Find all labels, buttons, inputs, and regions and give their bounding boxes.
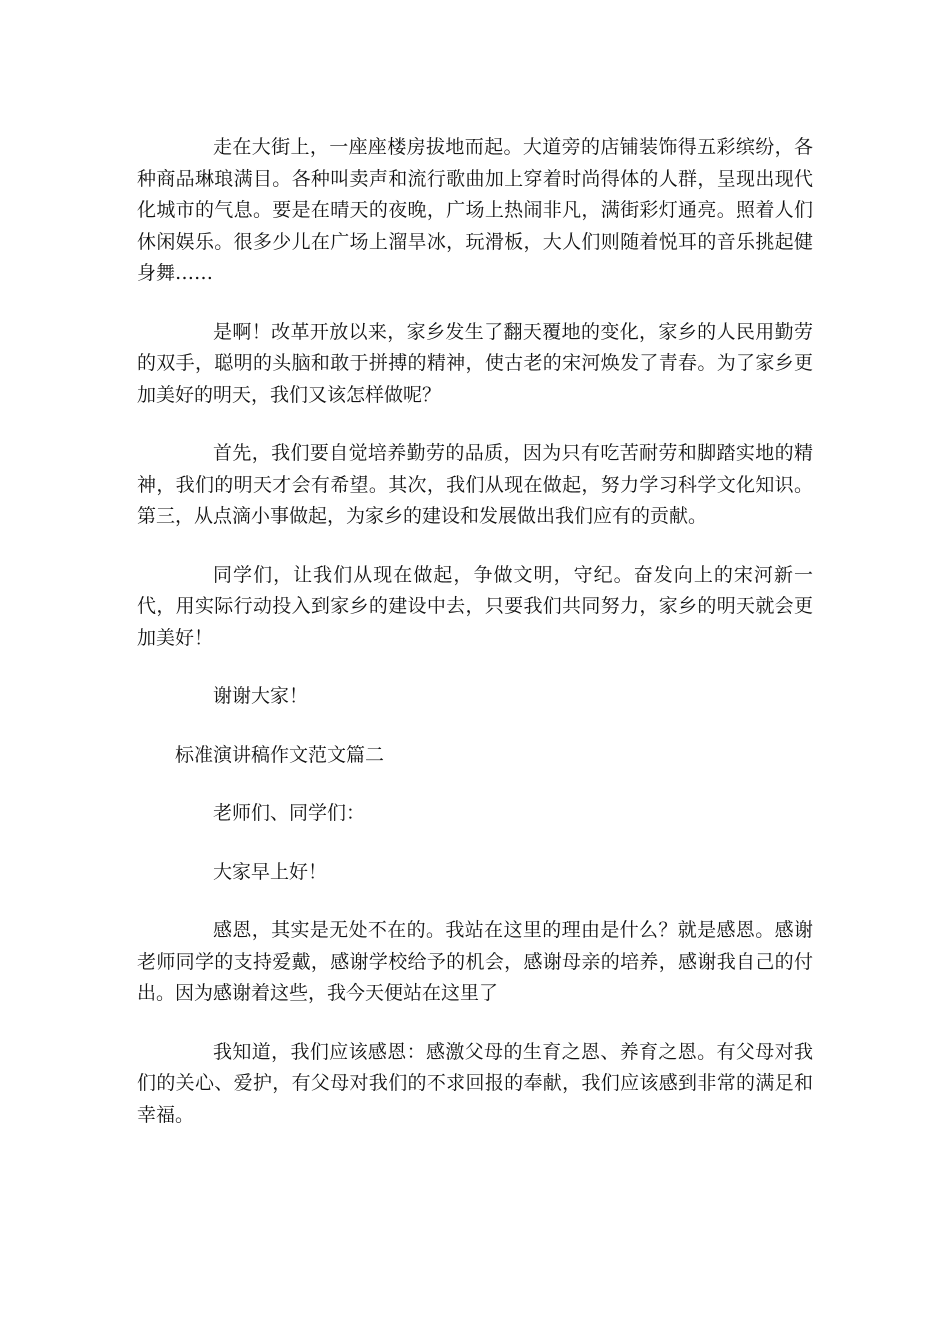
paragraph-city-street: 走在大街上，一座座楼房拔地而起。大道旁的店铺装饰得五彩缤纷，各种商品琳琅满目。各种叫卖声和流行歌曲加上穿着时尚得体的人群，呈现出现代化城市的气息。要是在晴天的夜晚，广场上热闹非凡，满街彩灯通亮。照着人们休闲娱乐。很多少儿在广场上溜旱冰，玩滑板，大人们则随着悦耳的音乐挑起健身舞…… xyxy=(137,136,813,284)
paragraph-greeting: 大家早上好！ xyxy=(213,860,328,883)
document-body xyxy=(137,132,813,1158)
paragraph-first-second-third: 首先，我们要自觉培养勤劳的品质，因为只有吃苦耐劳和脚踏实地的精神，我们的明天才会有希望。其次，我们从现在做起，努力学习科学文化知识。第三，从点滴小事做起，为家乡的建设和发展做出我们应有的贡献。 xyxy=(137,442,813,527)
section-title: 标准演讲稿作文范文篇二 xyxy=(175,743,385,766)
paragraph-reform-change: 是啊！改革开放以来，家乡发生了翻天覆地的变化，家乡的人民用勤劳的双手，聪明的头脑和敢于拼搏的精神，使古老的宋河焕发了青春。为了家乡更加美好的明天，我们又该怎样做呢？ xyxy=(137,320,813,406)
paragraph-call-to-action: 同学们，让我们从现在做起，争做文明，守纪。奋发向上的宋河新一代，用实际行动投入到家乡的建设中去，只要我们共同努力，家乡的明天就会更加美好！ xyxy=(137,563,813,649)
paragraph-thanks: 谢谢大家！ xyxy=(213,685,309,707)
paragraph-parents: 我知道，我们应该感恩：感激父母的生育之恩、养育之恩。有父母对我们的关心、爱护，有父母对我们的不求回报的奉献，我们应该感到非常的满足和幸福。 xyxy=(137,1040,813,1126)
paragraph-salutation: 老师们、同学们： xyxy=(213,802,366,824)
paragraph-gratitude: 感恩，其实是无处不在的。我站在这里的理由是什么？就是感恩。感谢老师同学的支持爱戴，感谢学校给予的机会，感谢母亲的培养，感谢我自己的付出。因为感谢着这些，我今天便站在这里了 xyxy=(137,919,813,1004)
